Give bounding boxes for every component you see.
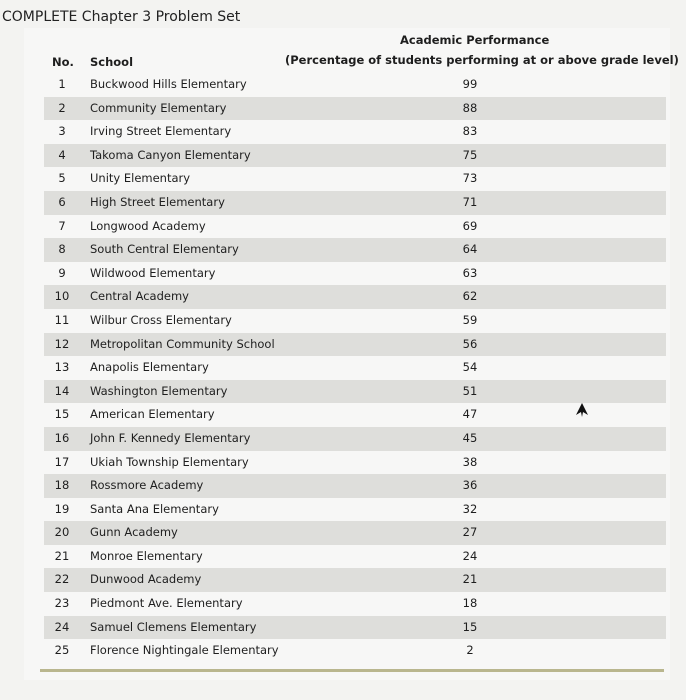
schools-table — [44, 73, 666, 663]
page-title: COMPLETE Chapter 3 Problem Set — [2, 9, 241, 25]
row-number: 2 — [58, 100, 66, 115]
row-number: 11 — [54, 312, 70, 327]
table-row — [44, 215, 666, 239]
row-number: 16 — [54, 430, 70, 445]
performance-value: 38 — [462, 454, 478, 469]
school-name: Community Elementary — [90, 100, 227, 115]
performance-value: 36 — [462, 478, 478, 493]
school-name: Irving Street Elementary — [90, 124, 232, 139]
bottom-rule — [40, 669, 664, 672]
header-academic-performance: Academic Performance — [400, 33, 550, 47]
performance-value: 75 — [462, 147, 478, 162]
performance-value: 73 — [462, 171, 478, 186]
row-number: 1 — [58, 77, 66, 91]
row-number: 19 — [54, 501, 70, 516]
row-number: 18 — [54, 478, 70, 493]
performance-value: 51 — [462, 383, 478, 398]
performance-value: 62 — [462, 289, 478, 304]
row-number: 4 — [58, 147, 66, 162]
school-name: Wilbur Cross Elementary — [90, 312, 232, 327]
table-row — [44, 309, 666, 333]
school-name: Wildwood Elementary — [90, 265, 216, 280]
school-name: Florence Nightingale Elementary — [90, 643, 279, 658]
school-name: Longwood Academy — [90, 218, 206, 233]
table-row — [44, 167, 666, 191]
table-row — [44, 474, 666, 498]
school-name: Unity Elementary — [90, 171, 191, 186]
table-row — [44, 568, 666, 592]
performance-value: 64 — [462, 242, 478, 257]
performance-value: 83 — [462, 124, 478, 139]
table-row — [44, 120, 666, 144]
performance-value: 15 — [462, 619, 478, 634]
table-row — [44, 545, 666, 569]
performance-value: 18 — [462, 596, 478, 611]
table-row — [44, 451, 666, 475]
row-number: 21 — [54, 548, 70, 563]
school-name: Piedmont Ave. Elementary — [90, 596, 243, 611]
row-number: 15 — [54, 407, 70, 422]
row-number: 25 — [54, 643, 70, 658]
performance-value: 32 — [462, 501, 478, 516]
row-number: 12 — [54, 336, 70, 351]
performance-value: 88 — [462, 100, 478, 115]
table-row — [44, 333, 666, 357]
performance-value: 45 — [462, 430, 478, 445]
performance-value: 47 — [462, 407, 478, 422]
school-name: Ukiah Township Elementary — [90, 454, 249, 469]
table-row — [44, 427, 666, 451]
school-name: Dunwood Academy — [90, 572, 202, 587]
row-number: 3 — [58, 124, 66, 139]
performance-value: 2 — [466, 643, 474, 658]
performance-value: 27 — [462, 525, 478, 540]
school-name: South Central Elementary — [90, 242, 239, 257]
performance-value: 56 — [462, 336, 478, 351]
table-row — [44, 592, 666, 616]
table-row — [44, 498, 666, 522]
table-row — [44, 238, 666, 262]
school-name: American Elementary — [90, 407, 215, 422]
school-name: Anapolis Elementary — [90, 360, 209, 375]
row-number: 8 — [58, 242, 66, 257]
row-number: 20 — [54, 525, 70, 540]
mouse-pointer-icon — [575, 402, 589, 422]
table-row — [44, 285, 666, 309]
school-name: Buckwood Hills Elementary — [90, 77, 247, 91]
performance-value: 21 — [462, 572, 478, 587]
school-name: Rossmore Academy — [90, 478, 204, 493]
row-number: 22 — [54, 572, 70, 587]
table-row — [44, 73, 666, 97]
table-row — [44, 380, 666, 404]
performance-value: 99 — [462, 77, 478, 91]
performance-value: 24 — [462, 548, 478, 563]
school-name: Gunn Academy — [90, 525, 178, 540]
performance-value: 54 — [462, 360, 478, 375]
row-number: 10 — [54, 289, 70, 304]
table-row — [44, 403, 666, 427]
performance-value: 63 — [462, 265, 478, 280]
row-number: 14 — [54, 383, 70, 398]
row-number: 6 — [58, 194, 66, 209]
school-name: John F. Kennedy Elementary — [90, 430, 251, 445]
table-row — [44, 191, 666, 215]
table-row — [44, 97, 666, 121]
school-name: Monroe Elementary — [90, 548, 203, 563]
school-name: Santa Ana Elementary — [90, 501, 219, 516]
row-number: 24 — [54, 619, 70, 634]
table-row — [44, 616, 666, 640]
table-row — [44, 356, 666, 380]
row-number: 7 — [58, 218, 66, 233]
row-number: 17 — [54, 454, 70, 469]
table-row — [44, 639, 666, 663]
header-percentage: (Percentage of students performing at or above grade level) — [285, 53, 679, 67]
performance-value: 71 — [462, 194, 478, 209]
table-row — [44, 521, 666, 545]
school-name: Washington Elementary — [90, 383, 228, 398]
table-row — [44, 262, 666, 286]
school-name: Takoma Canyon Elementary — [90, 147, 251, 162]
performance-value: 69 — [462, 218, 478, 233]
school-name: Central Academy — [90, 289, 189, 304]
row-number: 13 — [54, 360, 70, 375]
row-number: 5 — [58, 171, 66, 186]
row-number: 9 — [58, 265, 66, 280]
header-no: No. — [52, 55, 74, 69]
school-name: High Street Elementary — [90, 194, 225, 209]
school-name: Samuel Clemens Elementary — [90, 619, 257, 634]
row-number: 23 — [54, 596, 70, 611]
school-name: Metropolitan Community School — [90, 336, 275, 351]
header-school: School — [90, 55, 134, 69]
performance-value: 59 — [462, 312, 478, 327]
table-row — [44, 144, 666, 168]
